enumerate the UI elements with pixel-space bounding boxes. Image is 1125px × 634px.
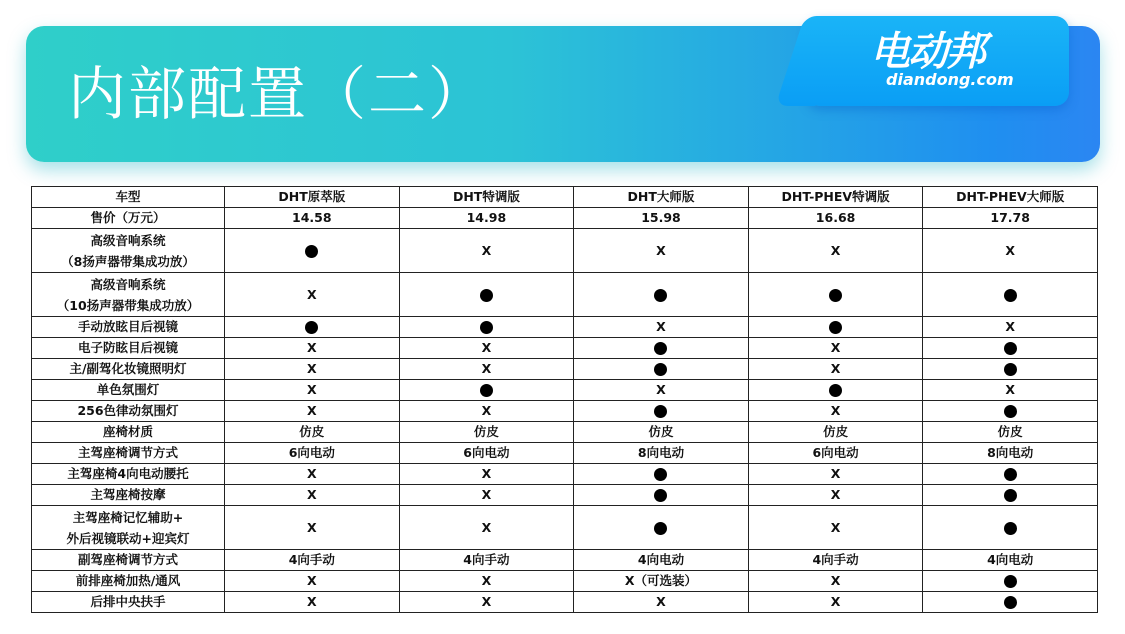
row-label-line: 前排座椅加热/通风 <box>75 573 181 588</box>
table-cell <box>399 317 574 338</box>
cell-value: X <box>481 403 492 418</box>
row-label-line: 高级音响系统 <box>90 276 166 292</box>
standard-dot-icon <box>829 321 842 334</box>
table-row <box>32 359 1098 380</box>
table-cell <box>923 317 1098 338</box>
row-label-line: 主驾座椅按摩 <box>90 487 166 502</box>
row-label-line: 高级音响系统 <box>90 232 166 248</box>
table-cell <box>923 506 1098 550</box>
cell-value: X <box>306 487 317 502</box>
table-cell <box>574 229 749 273</box>
table-cell <box>225 485 400 506</box>
table-row <box>32 317 1098 338</box>
table-cell <box>574 380 749 401</box>
cell-value: 4向电动 <box>637 552 685 567</box>
table-cell <box>399 359 574 380</box>
cell-value: X <box>830 594 841 609</box>
table-cell <box>923 443 1098 464</box>
table-cell <box>923 571 1098 592</box>
table-row <box>32 571 1098 592</box>
row-label <box>32 485 225 506</box>
cell-value: X <box>656 243 666 258</box>
table-cell <box>399 208 574 229</box>
cell-value: X <box>306 340 317 355</box>
cell-value: 16.68 <box>815 210 856 225</box>
table-cell <box>225 550 400 571</box>
table-cell <box>748 571 923 592</box>
table-cell <box>923 338 1098 359</box>
row-label-line: 外后视镜联动+迎宾灯 <box>66 530 190 546</box>
table-cell <box>574 443 749 464</box>
table-cell <box>225 380 400 401</box>
table-cell <box>748 443 923 464</box>
standard-dot-icon <box>1004 468 1017 481</box>
cell-value: X <box>830 340 841 355</box>
table-cell <box>399 380 574 401</box>
table-cell <box>748 464 923 485</box>
standard-dot-icon <box>654 342 667 355</box>
row-label <box>32 571 225 592</box>
table-cell <box>748 359 923 380</box>
table-cell <box>225 443 400 464</box>
table-cell <box>923 592 1098 613</box>
table-cell <box>923 464 1098 485</box>
table-cell <box>748 422 923 443</box>
table-cell <box>923 550 1098 571</box>
row-label-line: 主驾座椅4向电动腰托 <box>67 466 189 481</box>
cell-value: X <box>830 573 841 588</box>
standard-dot-icon <box>654 522 667 535</box>
cell-value: X <box>306 403 317 418</box>
cell-value: X <box>830 361 841 376</box>
row-label-line: 主驾座椅记忆辅助+ <box>72 509 184 525</box>
spec-table <box>31 186 1098 613</box>
cell-value: X <box>306 573 317 588</box>
table-cell <box>574 273 749 317</box>
standard-dot-icon <box>654 489 667 502</box>
table-cell <box>574 506 749 550</box>
table-cell <box>923 273 1098 317</box>
header-cell: DHT特调版 <box>399 187 574 208</box>
cell-value: X <box>481 361 492 376</box>
row-label <box>32 208 225 229</box>
cell-value: X <box>481 487 492 502</box>
table-cell <box>574 422 749 443</box>
row-label <box>32 422 225 443</box>
row-label-line: 单色氛围灯 <box>96 382 160 397</box>
cell-value: X <box>481 243 492 258</box>
row-label <box>32 338 225 359</box>
table-cell <box>225 338 400 359</box>
row-label-line: （10扬声器带集成功放） <box>56 297 200 313</box>
standard-dot-icon <box>829 384 842 397</box>
table-cell <box>923 485 1098 506</box>
table-cell <box>225 229 400 273</box>
cell-value: X <box>830 466 841 481</box>
table-cell <box>399 464 574 485</box>
row-label-line: 主驾座椅调节方式 <box>77 445 178 460</box>
standard-dot-icon <box>654 363 667 376</box>
table-cell <box>574 571 749 592</box>
table-cell <box>923 359 1098 380</box>
row-label-line: 座椅材质 <box>102 424 153 439</box>
table-cell <box>225 571 400 592</box>
standard-dot-icon <box>1004 522 1017 535</box>
table-cell <box>574 464 749 485</box>
header-cell: DHT大师版 <box>574 187 749 208</box>
header-cell: DHT-PHEV大师版 <box>923 187 1098 208</box>
standard-dot-icon <box>1004 342 1017 355</box>
cell-value: X <box>656 594 666 609</box>
row-label-line: 电子防眩目后视镜 <box>77 340 178 355</box>
table-cell <box>748 229 923 273</box>
cell-value: X <box>481 594 492 609</box>
table-cell <box>225 317 400 338</box>
row-label-line: 256色律动氛围灯 <box>77 403 179 418</box>
cell-value: 6向电动 <box>463 445 510 460</box>
page-title: 内部配置（二） <box>68 60 489 128</box>
table-cell <box>574 485 749 506</box>
table-cell <box>399 506 574 550</box>
cell-value: 8向电动 <box>637 445 685 460</box>
table-cell <box>748 208 923 229</box>
table-row <box>32 401 1098 422</box>
header-cell: 车型 <box>32 187 225 208</box>
table-row <box>32 485 1098 506</box>
cell-value: X <box>1005 382 1015 397</box>
cell-value: X <box>830 243 841 258</box>
table-row <box>32 443 1098 464</box>
cell-value: X <box>1005 319 1015 334</box>
table-row <box>32 506 1098 550</box>
cell-value: X <box>1005 243 1015 258</box>
standard-dot-icon <box>654 468 667 481</box>
row-label <box>32 273 225 317</box>
standard-dot-icon <box>1004 405 1017 418</box>
cell-value: X <box>306 382 317 397</box>
cell-value: 8向电动 <box>987 445 1034 460</box>
table-cell <box>399 592 574 613</box>
cell-value: 6向电动 <box>812 445 859 460</box>
cell-value: 4向电动 <box>987 552 1034 567</box>
row-label <box>32 359 225 380</box>
table-row <box>32 273 1098 317</box>
row-label-line: 主/副驾化妆镜照明灯 <box>69 361 187 376</box>
standard-dot-icon <box>305 245 318 258</box>
table-row <box>32 592 1098 613</box>
cell-value: 14.98 <box>466 210 507 225</box>
cell-value: 仿皮 <box>823 424 849 439</box>
header-cell: DHT-PHEV特调版 <box>748 187 923 208</box>
standard-dot-icon <box>480 289 493 302</box>
table-cell <box>923 229 1098 273</box>
table-cell <box>748 338 923 359</box>
table-row <box>32 422 1098 443</box>
table-cell <box>399 571 574 592</box>
cell-value: X <box>830 487 841 502</box>
table-row <box>32 338 1098 359</box>
table-cell <box>574 401 749 422</box>
table-cell <box>574 359 749 380</box>
table-cell <box>574 208 749 229</box>
cell-value: X <box>306 361 317 376</box>
cell-value: 仿皮 <box>997 424 1023 439</box>
table-cell <box>574 338 749 359</box>
cell-value: X <box>306 466 317 481</box>
row-label <box>32 401 225 422</box>
table-cell <box>225 422 400 443</box>
cell-value: 仿皮 <box>648 424 674 439</box>
cell-value: X <box>656 319 666 334</box>
cell-value: X（可选装） <box>624 573 698 588</box>
table-cell <box>225 273 400 317</box>
table-row <box>32 464 1098 485</box>
table-cell <box>399 485 574 506</box>
standard-dot-icon <box>1004 575 1017 588</box>
header-cell: DHT原萃版 <box>225 187 400 208</box>
cell-value: X <box>481 520 492 535</box>
cell-value: X <box>306 520 317 535</box>
row-label <box>32 550 225 571</box>
cell-value: 15.98 <box>641 210 681 225</box>
table-cell <box>923 401 1098 422</box>
table-cell <box>225 208 400 229</box>
table-cell <box>923 208 1098 229</box>
table-cell <box>574 550 749 571</box>
cell-value: 14.58 <box>292 210 332 225</box>
brand-logo-domain: diandong.com <box>886 70 1014 89</box>
row-label-line: 副驾座椅调节方式 <box>77 552 178 567</box>
standard-dot-icon <box>1004 596 1017 609</box>
brand-logo: 电动邦 <box>870 29 984 75</box>
table-cell <box>225 401 400 422</box>
table-cell <box>748 273 923 317</box>
table-cell <box>225 359 400 380</box>
standard-dot-icon <box>1004 363 1017 376</box>
cell-value: 17.78 <box>990 210 1030 225</box>
row-label <box>32 464 225 485</box>
table-cell <box>399 338 574 359</box>
table-cell <box>748 380 923 401</box>
cell-value: 6向电动 <box>288 445 335 460</box>
table-cell <box>399 401 574 422</box>
standard-dot-icon <box>654 289 667 302</box>
table-cell <box>225 464 400 485</box>
row-label <box>32 506 225 550</box>
cell-value: 4向手动 <box>288 552 335 567</box>
table-cell <box>399 273 574 317</box>
table-row <box>32 550 1098 571</box>
table-cell <box>225 592 400 613</box>
standard-dot-icon <box>480 321 493 334</box>
table-header-row <box>32 187 1098 208</box>
standard-dot-icon <box>654 405 667 418</box>
table-cell <box>748 485 923 506</box>
cell-value: X <box>481 466 492 481</box>
table-row <box>32 380 1098 401</box>
row-label <box>32 443 225 464</box>
cell-value: 仿皮 <box>299 424 325 439</box>
row-label-line: （8扬声器带集成功放） <box>61 253 195 269</box>
table-row <box>32 229 1098 273</box>
table-cell <box>225 506 400 550</box>
cell-value: X <box>830 520 841 535</box>
table-row <box>32 208 1098 229</box>
cell-value: 仿皮 <box>473 424 499 439</box>
row-label <box>32 229 225 273</box>
table-cell <box>399 443 574 464</box>
table-cell <box>399 550 574 571</box>
table-cell <box>748 592 923 613</box>
table-cell <box>399 229 574 273</box>
row-label-line: 手动放眩目后视镜 <box>77 319 178 334</box>
table-cell <box>748 506 923 550</box>
cell-value: X <box>656 382 666 397</box>
cell-value: X <box>306 594 317 609</box>
standard-dot-icon <box>1004 289 1017 302</box>
standard-dot-icon <box>305 321 318 334</box>
row-label-line: 售价（万元） <box>90 210 166 225</box>
cell-value: 4向手动 <box>812 552 859 567</box>
table-cell <box>574 592 749 613</box>
table-cell <box>574 317 749 338</box>
table-cell <box>923 422 1098 443</box>
cell-value: X <box>830 403 841 418</box>
cell-value: X <box>481 340 492 355</box>
table-cell <box>748 401 923 422</box>
row-label <box>32 317 225 338</box>
table-cell <box>748 317 923 338</box>
cell-value: X <box>481 573 492 588</box>
standard-dot-icon <box>829 289 842 302</box>
cell-value: X <box>306 287 317 302</box>
table-cell <box>923 380 1098 401</box>
standard-dot-icon <box>480 384 493 397</box>
table-cell <box>399 422 574 443</box>
cell-value: 4向手动 <box>463 552 510 567</box>
row-label <box>32 592 225 613</box>
row-label-line: 后排中央扶手 <box>90 594 166 609</box>
table-cell <box>748 550 923 571</box>
row-label <box>32 380 225 401</box>
standard-dot-icon <box>1004 489 1017 502</box>
